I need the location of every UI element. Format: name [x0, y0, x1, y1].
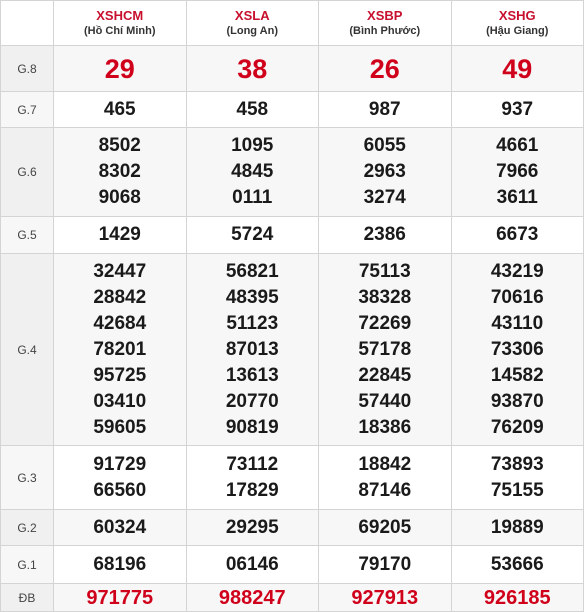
prize-row-g3 [1, 446, 584, 510]
prize-number: 20770 [225, 390, 279, 412]
prize-number: 38 [186, 46, 319, 92]
province-name: (Long An) [226, 25, 278, 37]
province-header-row [1, 1, 584, 46]
prize-number: 66560 [93, 479, 147, 501]
prize-number: 8502 [98, 135, 141, 156]
prize-number: 0111 [232, 187, 273, 208]
prize-row-g1 [1, 546, 584, 584]
province-code[interactable]: XSHG [498, 8, 536, 23]
prize-number: 26 [319, 46, 452, 92]
prize-number: 32447 [93, 260, 147, 282]
prize-number: 53666 [451, 546, 584, 584]
special-prize-number: 927913 [319, 584, 452, 612]
prize-number: 57178 [358, 338, 412, 360]
prize-number: 49 [451, 46, 584, 92]
prize-row-g2 [1, 510, 584, 546]
prize-number: 2963 [363, 161, 406, 182]
prize-row-g7 [1, 92, 584, 128]
special-prize-number: 971775 [54, 584, 187, 612]
prize-number: 91729 [93, 453, 147, 475]
prize-row-g4 [1, 254, 584, 446]
prize-row-special [1, 584, 584, 612]
prize-number: 18386 [358, 416, 412, 438]
prize-number: 4661 [496, 135, 539, 156]
prize-number: 6055 [363, 135, 406, 156]
prize-cell [451, 254, 584, 446]
prize-number: 19889 [451, 510, 584, 546]
prize-row-g6 [1, 128, 584, 217]
prize-number: 42684 [93, 312, 147, 334]
prize-number: 6673 [451, 217, 584, 254]
prize-row-g5 [1, 217, 584, 254]
prize-number: 78201 [93, 338, 147, 360]
prize-cell [319, 446, 452, 510]
prize-row-g8 [1, 46, 584, 92]
prize-number: 14582 [490, 364, 544, 386]
prize-number: 29 [54, 46, 187, 92]
prize-number: 75155 [490, 479, 544, 501]
prize-number: 38328 [358, 286, 412, 308]
prize-number: 69205 [319, 510, 452, 546]
prize-number: 1095 [231, 135, 274, 156]
prize-number: 2386 [319, 217, 452, 254]
prize-number: 06146 [186, 546, 319, 584]
prize-label: G.8 [1, 46, 54, 92]
prize-number: 465 [54, 92, 187, 128]
prize-number: 9068 [98, 187, 141, 208]
prize-number: 3611 [496, 187, 538, 208]
prize-number: 937 [451, 92, 584, 128]
province-name: (Hậu Giang) [486, 25, 549, 37]
special-prize-number: 988247 [186, 584, 319, 612]
province-code[interactable]: XSBP [367, 8, 403, 23]
prize-number: 76209 [490, 416, 544, 438]
prize-number: 73893 [490, 453, 544, 475]
prize-number: 87146 [358, 479, 412, 501]
special-prize-number: 926185 [451, 584, 584, 612]
prize-number: 75113 [358, 260, 411, 282]
prize-number: 18842 [358, 453, 412, 475]
province-header-la[interactable] [186, 1, 319, 46]
prize-number: 43110 [491, 312, 544, 334]
prize-label: ĐB [1, 584, 54, 612]
province-code[interactable]: XSLA [234, 8, 270, 23]
prize-number: 73112 [226, 453, 279, 475]
prize-label: G.4 [1, 254, 54, 446]
prize-number: 22845 [358, 364, 412, 386]
province-name: (Bình Phước) [349, 25, 421, 37]
province-code[interactable]: XSHCM [96, 8, 144, 23]
prize-number: 7966 [496, 161, 539, 182]
prize-number: 79170 [319, 546, 452, 584]
province-header-bp[interactable] [319, 1, 452, 46]
prize-cell [54, 446, 187, 510]
prize-label: G.3 [1, 446, 54, 510]
province-header-hg[interactable] [451, 1, 584, 46]
prize-number: 1429 [54, 217, 187, 254]
prize-cell [319, 254, 452, 446]
prize-cell [186, 446, 319, 510]
prize-cell [451, 128, 584, 217]
prize-cell [54, 128, 187, 217]
prize-number: 48395 [225, 286, 279, 308]
prize-number: 73306 [490, 338, 544, 360]
prize-cell [186, 128, 319, 217]
prize-number: 56821 [225, 260, 279, 282]
prize-label: G.1 [1, 546, 54, 584]
prize-number: 987 [319, 92, 452, 128]
prize-number: 43219 [490, 260, 544, 282]
prize-number: 93870 [490, 390, 544, 412]
prize-number: 28842 [93, 286, 147, 308]
prize-number: 29295 [186, 510, 319, 546]
prize-number: 59605 [93, 416, 147, 438]
prize-label: G.7 [1, 92, 54, 128]
province-header-hcm[interactable] [54, 1, 187, 46]
prize-number: 5724 [186, 217, 319, 254]
prize-number: 458 [186, 92, 319, 128]
prize-label: G.2 [1, 510, 54, 546]
prize-number: 03410 [93, 390, 147, 412]
prize-number: 13613 [225, 364, 279, 386]
prize-number: 95725 [93, 364, 147, 386]
prize-number: 51123 [226, 312, 279, 334]
prize-number: 8302 [98, 161, 141, 182]
province-name: (Hồ Chí Minh) [84, 25, 156, 37]
corner-cell [1, 1, 54, 46]
prize-number: 87013 [225, 338, 279, 360]
prize-cell [451, 446, 584, 510]
prize-cell [54, 254, 187, 446]
prize-cell [186, 254, 319, 446]
prize-number: 57440 [358, 390, 412, 412]
prize-number: 4845 [231, 161, 274, 182]
prize-number: 70616 [490, 286, 544, 308]
prize-label: G.5 [1, 217, 54, 254]
prize-number: 17829 [225, 479, 279, 501]
prize-number: 68196 [54, 546, 187, 584]
prize-number: 3274 [363, 187, 406, 208]
prize-number: 72269 [358, 312, 412, 334]
prize-cell [319, 128, 452, 217]
prize-number: 90819 [225, 416, 279, 438]
prize-label: G.6 [1, 128, 54, 217]
prize-number: 60324 [54, 510, 187, 546]
